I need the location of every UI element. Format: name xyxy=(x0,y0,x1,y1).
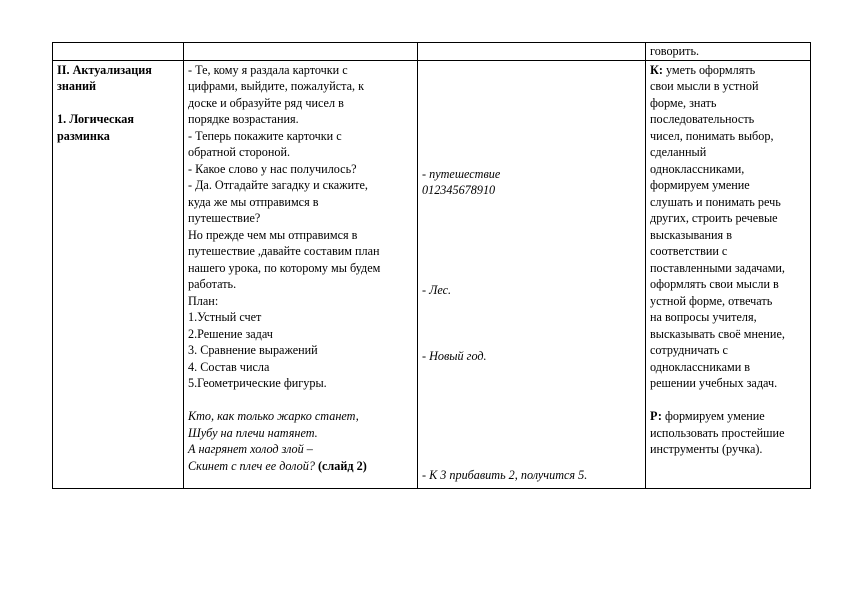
stage-cell xyxy=(53,60,184,488)
stage-subtitle-cont: разминка xyxy=(57,128,110,143)
cell-empty xyxy=(184,43,418,61)
stage-title-cont: знаний xyxy=(57,79,97,93)
teacher-line: - Те, кому я раздала карточки с xyxy=(188,62,348,77)
cell-empty xyxy=(53,43,184,61)
uud-line: одноклассниками в xyxy=(650,359,751,374)
riddle-line: Шубу на плечи натянет. xyxy=(188,425,318,440)
slide-reference: (слайд 2) xyxy=(317,458,367,473)
stage-subtitle: 1. Логическая xyxy=(57,112,134,126)
plan-item: 2.Решение задач xyxy=(188,326,273,341)
uud-line: на вопросы учителя, xyxy=(650,310,757,324)
lesson-table xyxy=(52,42,811,489)
riddle-line: Кто, как только жарко станет, xyxy=(188,409,359,423)
uud-line: использовать простейшие xyxy=(650,425,785,440)
table-row xyxy=(53,60,811,488)
uud-line: формируем умение xyxy=(650,178,750,192)
uud-line: сотрудничать с xyxy=(650,343,728,357)
teacher-activity-cell xyxy=(184,60,418,488)
uud-line: чисел, понимать выбор, xyxy=(650,128,774,143)
teacher-line: - Теперь покажите карточки с xyxy=(188,128,342,143)
uud-line: решении учебных задач. xyxy=(650,376,778,390)
uud-line: инструменты (ручка). xyxy=(650,442,763,456)
teacher-line: путешествие? xyxy=(188,211,261,225)
k-label: К: xyxy=(650,62,663,77)
continued-text: говорить. xyxy=(650,44,700,58)
riddle-line: А нагрянет холод злой – xyxy=(188,442,313,456)
student-activity-cell xyxy=(418,60,646,488)
uud-line: слушать и понимать речь xyxy=(650,194,781,209)
student-answer: - Лес. xyxy=(422,282,452,297)
plan-heading: План: xyxy=(188,293,219,308)
teacher-line: путешествие ,давайте составим план xyxy=(188,244,380,258)
uud-line: соответствии с xyxy=(650,244,728,258)
teacher-line: доске и образуйте ряд чисел в xyxy=(188,95,344,110)
teacher-line: куда же мы отправимся в xyxy=(188,194,319,209)
uud-line: форме, знать xyxy=(650,95,717,110)
student-answer-digits: 012345678910 xyxy=(422,182,496,197)
uud-line: высказывать своё мнение, xyxy=(650,326,785,341)
plan-item: 4. Состав числа xyxy=(188,359,270,374)
teacher-line: - Какое слово у нас получилось? xyxy=(188,161,357,176)
teacher-line: нашего урока, по которому мы будем xyxy=(188,260,381,275)
plan-item: 3. Сравнение выражений xyxy=(188,343,318,357)
student-answer: - К 3 прибавить 2, получится 5. xyxy=(422,467,588,482)
teacher-line: цифрами, выйдите, пожалуйста, к xyxy=(188,79,365,93)
uud-line: одноклассниками, xyxy=(650,161,745,176)
teacher-line: работать. xyxy=(188,277,237,291)
teacher-line: - Да. Отгадайте загадку и скажите, xyxy=(188,178,368,192)
uud-line: оформлять свои мысли в xyxy=(650,277,779,291)
uud-line: высказывания в xyxy=(650,227,732,242)
table-row xyxy=(53,43,811,61)
plan-item: 1.Устный счет xyxy=(188,310,262,324)
riddle-line: Скинет с плеч ее долой? xyxy=(188,458,315,473)
cell-continued-text xyxy=(646,43,811,61)
uud-line: поставленными задачами, xyxy=(650,260,785,275)
teacher-line: обратной стороной. xyxy=(188,145,291,159)
student-answer: - путешествие xyxy=(422,166,501,181)
uud-line: последовательность xyxy=(650,112,755,126)
r-label: Р: xyxy=(650,409,662,423)
stage-title: II. Актуализация xyxy=(57,62,152,77)
uud-line: уметь оформлять xyxy=(662,62,756,77)
uud-line: формируем умение xyxy=(661,409,765,423)
plan-item: 5.Геометрические фигуры. xyxy=(188,376,327,390)
uud-line: свои мысли в устной xyxy=(650,79,759,93)
uud-line: устной форме, отвечать xyxy=(650,293,773,308)
student-answer: - Новый год. xyxy=(422,348,487,363)
uud-cell xyxy=(646,60,811,488)
uud-line: сделанный xyxy=(650,145,707,159)
teacher-line: порядке возрастания. xyxy=(188,112,299,126)
uud-line: других, строить речевые xyxy=(650,211,778,225)
cell-empty xyxy=(418,43,646,61)
teacher-line: Но прежде чем мы отправимся в xyxy=(188,227,358,242)
